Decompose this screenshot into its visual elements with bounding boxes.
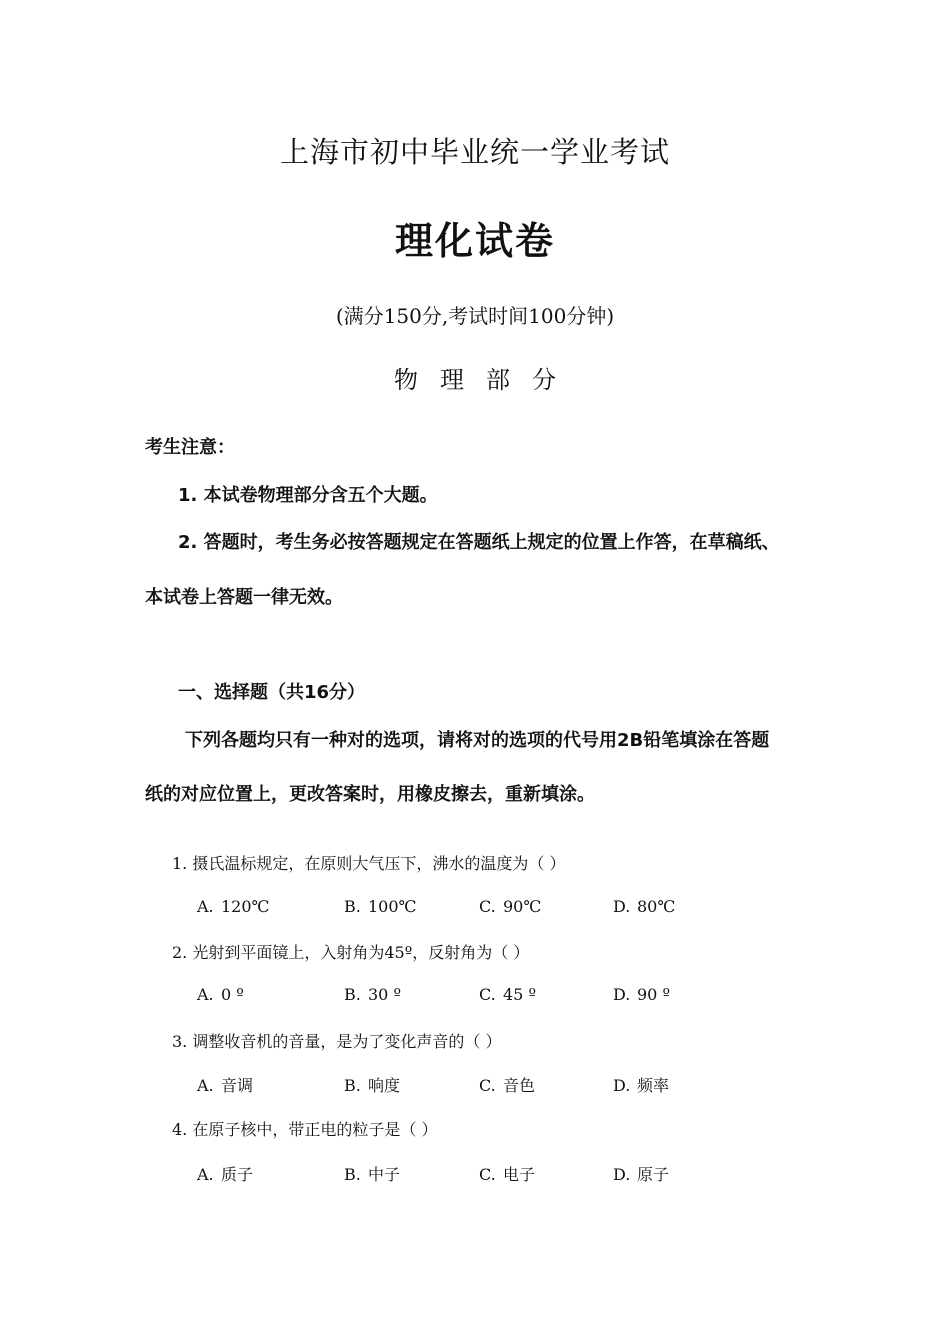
option-text: 中子: [368, 1165, 401, 1184]
option-d: [613, 985, 670, 1004]
exam-title: 上海市初中毕业统一学业考试: [279, 135, 670, 169]
option-letter: B.: [344, 897, 361, 916]
option-letter: D.: [613, 1076, 631, 1095]
option-letter: D.: [613, 897, 631, 916]
notice-item-1: 1. 本试卷物理部分含五个大题。: [178, 485, 438, 506]
option-letter: A.: [197, 1076, 214, 1095]
option-b: [344, 1073, 400, 1096]
option-text: 90℃: [503, 897, 542, 916]
option-letter: D.: [613, 1165, 631, 1184]
option-c: [479, 897, 541, 916]
section-instruction-line-2: 纸的对应位置上，更改答案时，用橡皮擦去，重新填涂。: [145, 784, 595, 805]
option-b: [344, 1162, 400, 1185]
option-text: 30 º: [368, 985, 401, 1004]
option-letter: C.: [479, 985, 496, 1004]
question-3-options: [197, 1073, 717, 1095]
question-4-options: [197, 1162, 717, 1184]
option-d: [613, 897, 675, 916]
option-text: 音调: [221, 1076, 254, 1095]
option-text: 原子: [637, 1165, 670, 1184]
option-text: 音色: [503, 1076, 536, 1095]
option-a: [197, 897, 269, 916]
notice-item-2-line-1: 2. 答题时，考生务必按答题规定在答题纸上规定的位置上作答，在草稿纸、: [178, 532, 780, 553]
notice-heading: 考生注意：: [145, 437, 235, 458]
option-letter: C.: [479, 1165, 496, 1184]
question-4: 4. 在原子核中，带正电的粒子是（ ）: [172, 1120, 438, 1139]
option-text: 响度: [368, 1076, 401, 1095]
section-title: 一、选择题（共16分）: [178, 682, 366, 703]
option-text: 80℃: [637, 897, 676, 916]
option-d: [613, 1073, 669, 1096]
option-b: [344, 897, 416, 916]
option-letter: A.: [197, 1165, 214, 1184]
option-text: 45 º: [503, 985, 536, 1004]
option-letter: A.: [197, 985, 214, 1004]
question-2-options: [197, 985, 717, 1007]
option-a: [197, 1073, 253, 1096]
question-1-options: [197, 897, 717, 919]
option-c: [479, 985, 536, 1004]
option-text: 电子: [503, 1165, 536, 1184]
option-a: [197, 985, 244, 1004]
option-text: 120℃: [221, 897, 270, 916]
option-letter: C.: [479, 897, 496, 916]
option-c: [479, 1073, 535, 1096]
option-letter: A.: [197, 897, 214, 916]
option-letter: C.: [479, 1076, 496, 1095]
option-c: [479, 1162, 535, 1185]
option-letter: B.: [344, 1165, 361, 1184]
option-letter: D.: [613, 985, 631, 1004]
question-3: 3. 调整收音机的音量，是为了变化声音的（ ）: [172, 1032, 502, 1051]
notice-item-2-line-2: 本试卷上答题一律无效。: [145, 587, 343, 608]
question-2: 2. 光射到平面镜上，入射角为45º，反射角为（ ）: [172, 943, 530, 962]
paper-title: 理化试卷: [394, 219, 555, 263]
option-text: 0 º: [221, 985, 244, 1004]
option-text: 100℃: [368, 897, 417, 916]
section-instruction-line-1: 下列各题均只有一种对的选项，请将对的选项的代号用2B铅笔填涂在答题: [185, 730, 770, 751]
question-1: 1. 摄氏温标规定，在原则大气压下，沸水的温度为（ ）: [172, 854, 566, 873]
part-title: 物理部分: [394, 366, 578, 394]
option-letter: B.: [344, 985, 361, 1004]
option-text: 90 º: [637, 985, 670, 1004]
option-letter: B.: [344, 1076, 361, 1095]
exam-info: (满分150分,考试时间100分钟): [335, 304, 615, 328]
option-text: 频率: [637, 1076, 670, 1095]
option-b: [344, 985, 401, 1004]
option-text: 质子: [221, 1165, 254, 1184]
option-a: [197, 1162, 253, 1185]
option-d: [613, 1162, 669, 1185]
